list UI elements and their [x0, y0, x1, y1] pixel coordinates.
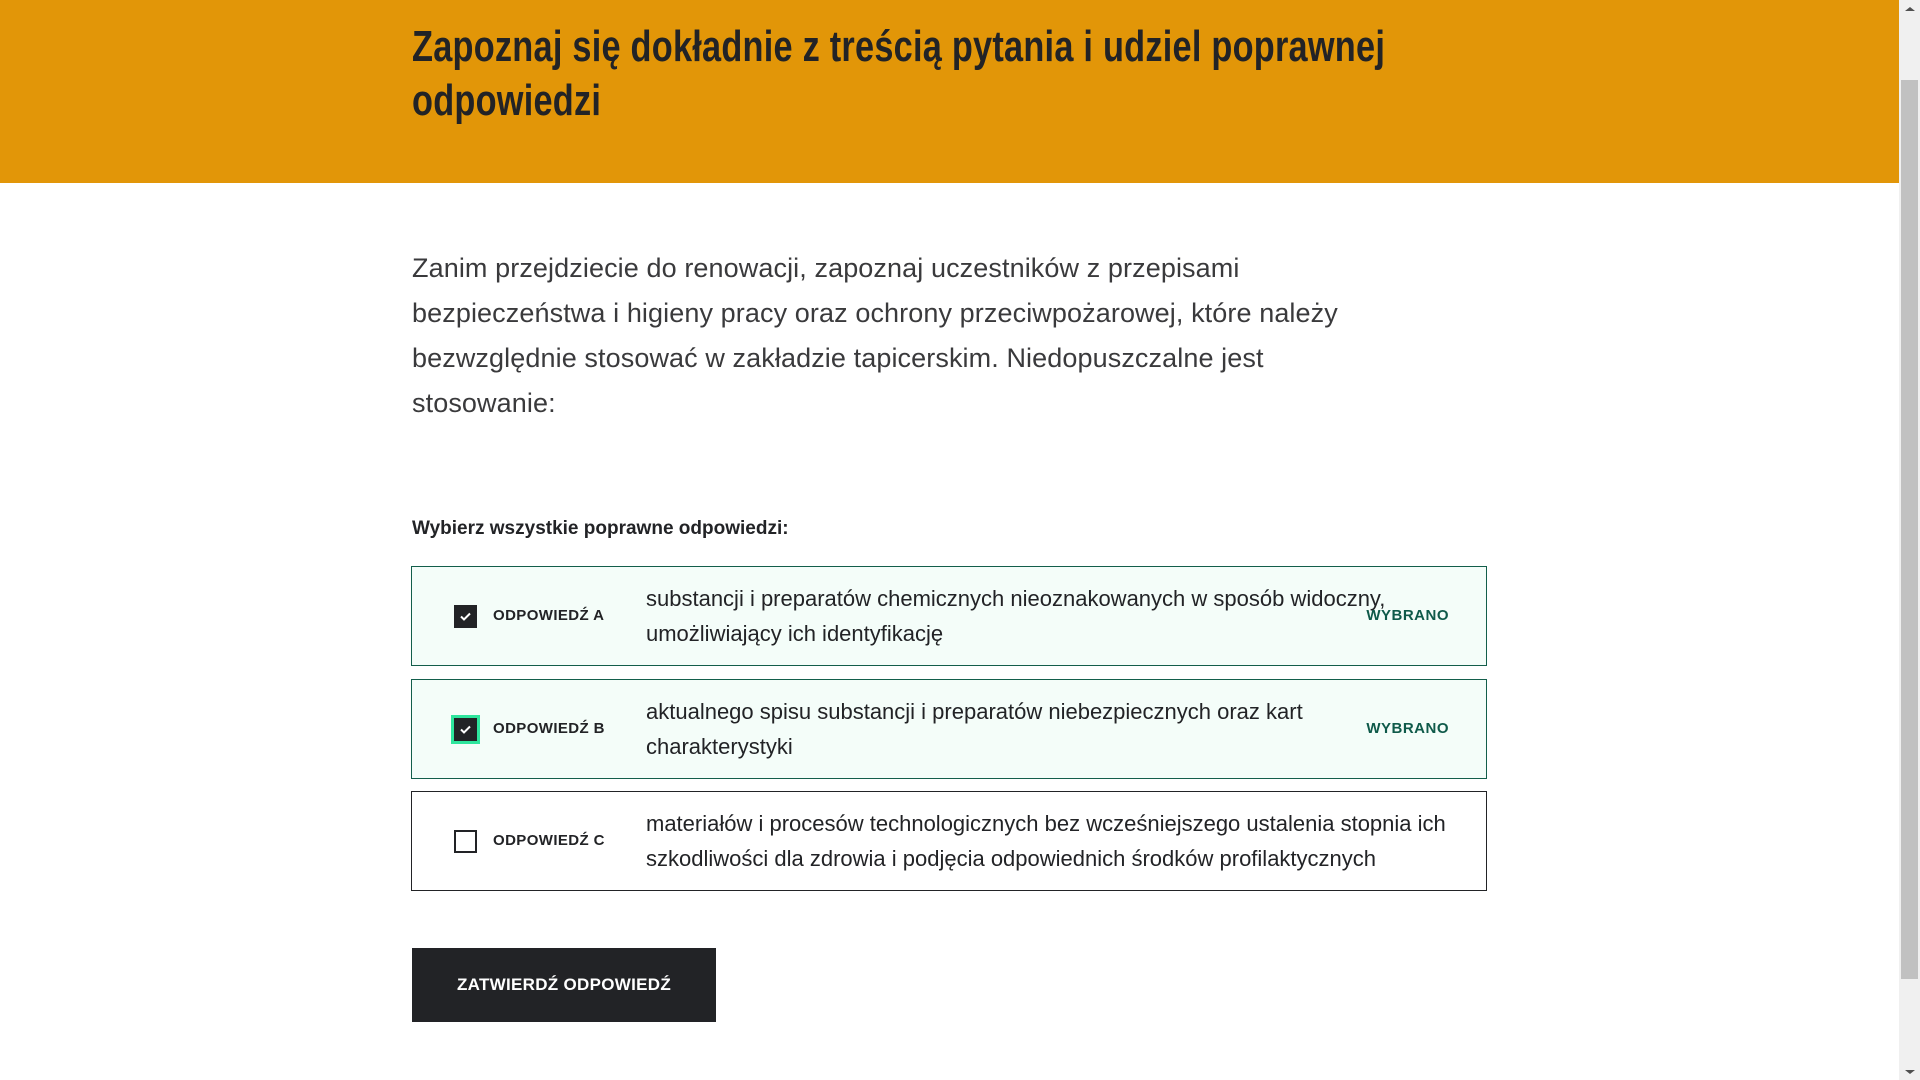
answer-option-a[interactable]	[411, 566, 1487, 666]
answer-a-label: ODPOWIEDŹ A	[493, 607, 605, 624]
submit-answer-button[interactable]: ZATWIERDŹ ODPOWIEDŹ	[412, 948, 716, 1022]
answer-b-text: aktualnego spisu substancji i preparatów niebezpiecznych oraz kart charakterystyki	[646, 699, 1303, 759]
answer-b-label: ODPOWIEDŹ B	[493, 720, 605, 737]
answer-option-c[interactable]	[411, 791, 1487, 891]
page-title: Zapoznaj się dokładnie z treścią pytania i udziel poprawnej odpowiedzi	[412, 22, 1386, 125]
checkmark-icon	[460, 725, 471, 734]
answer-b-checkbox[interactable]	[454, 718, 477, 741]
answer-c-checkbox[interactable]	[454, 830, 477, 853]
answer-a-text: substancji i preparatów chemicznych nieoznakowanych w sposób widoczny, umożliwiający ich identyfikację	[646, 586, 1386, 646]
scroll-down-button[interactable]	[1899, 1063, 1920, 1080]
answer-a-status: WYBRANO	[1366, 607, 1449, 624]
header-banner	[0, 0, 1899, 183]
instruction-label: Wybierz wszystkie poprawne odpowiedzi:	[412, 518, 789, 539]
answer-c-text: materiałów i procesów technologicznych bez wcześniejszego ustalenia stopnia ich szkodliwości dla zdrowia i podjęcia odpowiednich środków profilaktycznych	[646, 811, 1446, 871]
answer-b-status: WYBRANO	[1366, 720, 1449, 737]
answer-c-label: ODPOWIEDŹ C	[493, 832, 605, 849]
scrollbar-thumb[interactable]	[1901, 80, 1918, 979]
scroll-up-button[interactable]	[1899, 0, 1920, 17]
checkmark-icon	[460, 612, 471, 621]
answer-a-checkbox[interactable]	[454, 605, 477, 628]
arrow-up-icon	[1905, 7, 1915, 11]
arrow-down-icon	[1905, 1070, 1915, 1074]
vertical-scrollbar[interactable]	[1899, 0, 1920, 1080]
question-text: Zanim przejdziecie do renowacji, zapoznaj uczestników z przepisami bezpieczeństwa i higieny pracy oraz ochrony przeciwpożarowej, które należy bezwzględnie stosować w zakładzie tapicerskim. Niedopuszczalne jest stosowanie:	[412, 253, 1338, 418]
answer-option-b[interactable]	[411, 679, 1487, 779]
